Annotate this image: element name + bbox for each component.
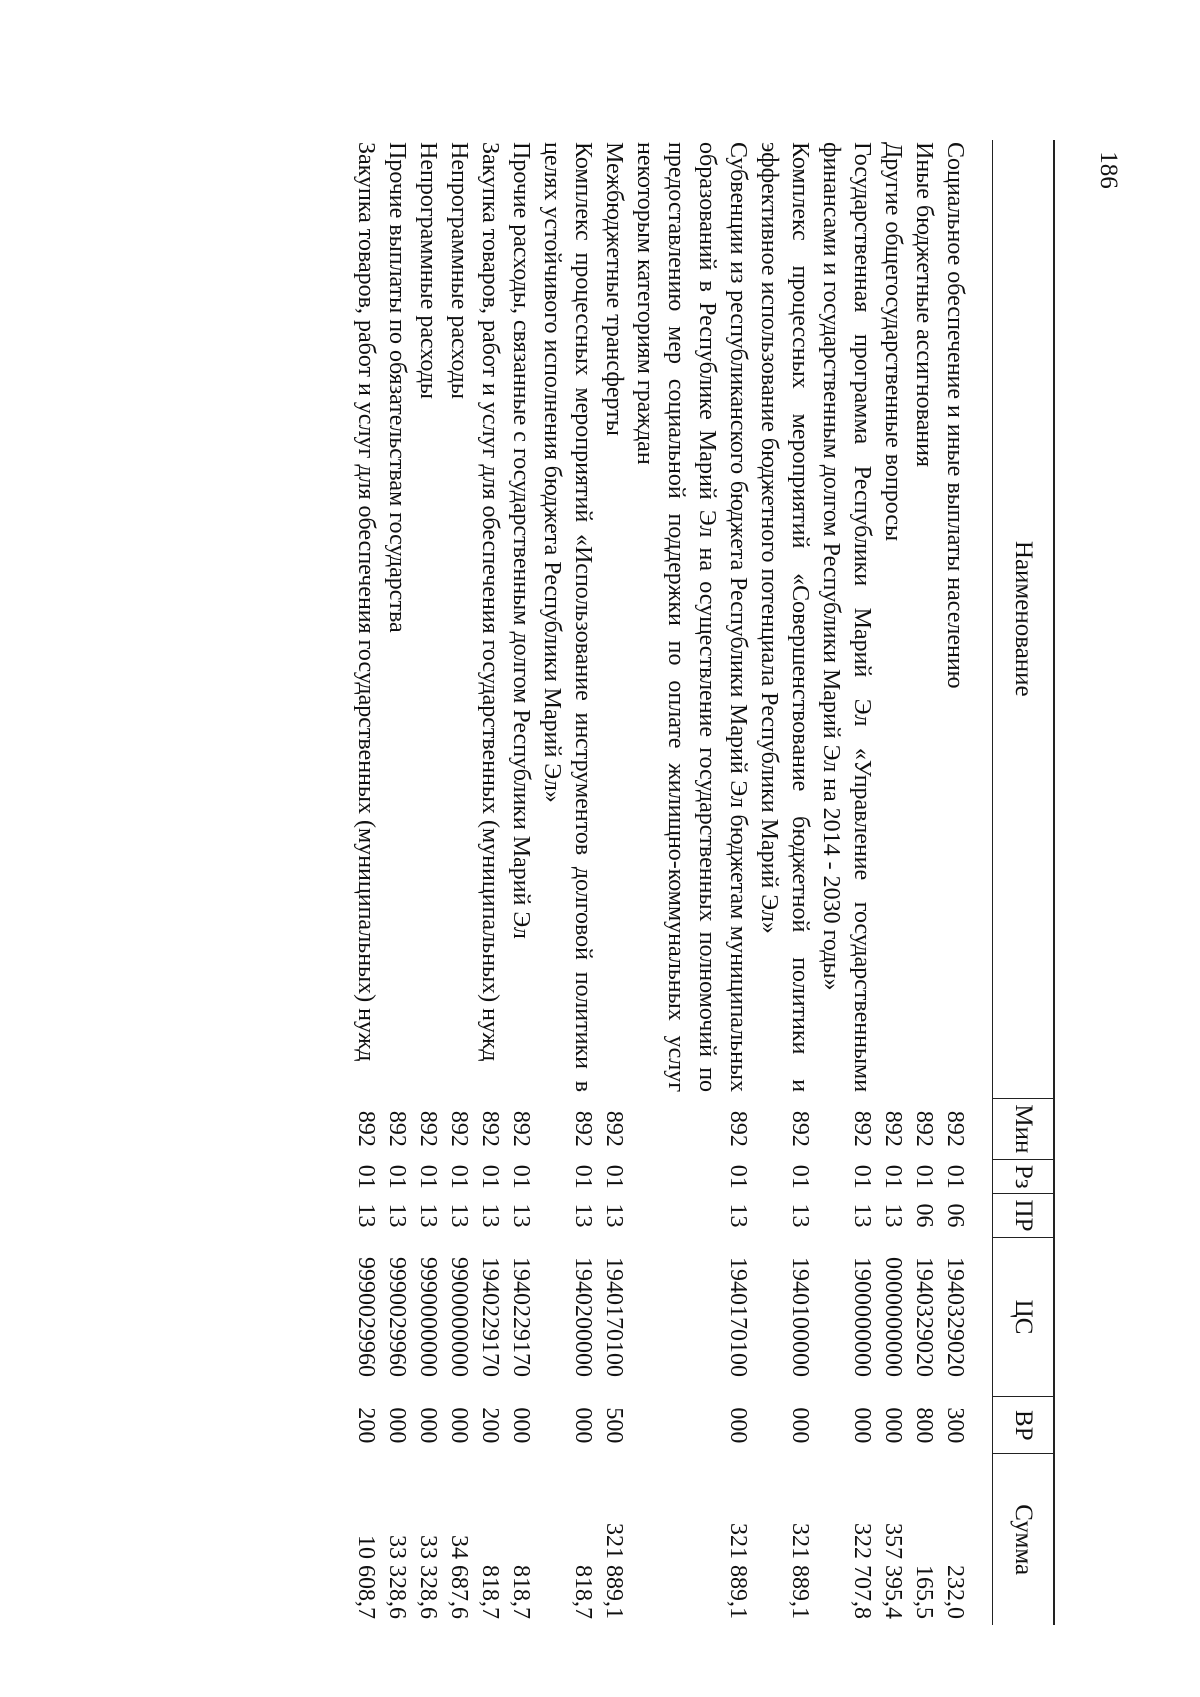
row-cs: 0000000000 [880,1257,906,1377]
row-min: 892 [508,1110,534,1147]
row-sum: 165,5 [911,1565,937,1619]
row-cs: 1940170100 [601,1257,627,1377]
row-cs: 1940329020 [942,1257,968,1377]
row-rz: 01 [508,1164,534,1189]
row-min: 892 [415,1110,441,1147]
row-vr: 200 [353,1407,379,1444]
header-min: Мин [993,1098,1055,1160]
table-row [443,140,474,1625]
row-vr: 500 [601,1407,627,1444]
row-min: 892 [849,1110,875,1147]
row-rz: 01 [911,1164,937,1189]
row-min: 892 [911,1110,937,1147]
row-sum: 33 328,6 [384,1535,410,1619]
row-rz: 01 [415,1164,441,1189]
row-cs: 1940229170 [477,1257,503,1377]
row-name: Государственная программа Республики Марий Эл «Управление государственными финансами и государственным долгом Республики Марий Эл на 2014 - 2030 годы» [818,142,875,1093]
row-vr: 000 [849,1407,875,1444]
row-name: Другие общегосударственные вопросы [880,142,906,542]
header-sum: Сумма [993,1454,1055,1625]
row-pr: 13 [415,1203,441,1228]
row-vr: 000 [508,1407,534,1444]
row-pr: 13 [384,1203,410,1228]
row-pr: 13 [508,1203,534,1228]
row-min: 892 [942,1110,968,1147]
row-sum: 818,7 [570,1565,596,1619]
row-name: Закупка товаров, работ и услуг для обеспечения государственных (муниципальных) нужд [477,142,503,1062]
table-row [939,140,993,1625]
row-rz: 01 [570,1164,596,1189]
row-sum: 357 395,4 [880,1523,906,1619]
row-name: Закупка товаров, работ и услуг для обеспечения государственных (муниципальных) нужд [353,142,379,1062]
row-min: 892 [725,1110,751,1147]
row-rz: 01 [725,1164,751,1189]
row-cs: 9990000000 [415,1257,441,1377]
table-row [474,140,505,1625]
row-pr: 13 [477,1203,503,1228]
row-cs: 1940100000 [787,1257,813,1377]
row-vr: 000 [446,1407,472,1444]
row-vr: 000 [384,1407,410,1444]
page-number: 186 [1095,151,1122,189]
row-vr: 000 [880,1407,906,1444]
row-rz: 01 [849,1164,875,1189]
table-row [598,140,629,1625]
table-row [350,140,381,1625]
table-row [877,140,908,1625]
row-pr: 13 [353,1203,379,1228]
row-sum: 10 608,7 [353,1535,379,1619]
header-vr: ВР [993,1397,1055,1454]
row-pr: 13 [849,1203,875,1228]
table-row [908,140,939,1625]
row-rz: 01 [880,1164,906,1189]
header-rz: Рз [993,1160,1055,1194]
row-vr: 000 [415,1407,441,1444]
table-row [412,140,443,1625]
table-row [536,140,598,1625]
row-min: 892 [570,1110,596,1147]
row-name: Межбюджетные трансферты [601,142,627,436]
row-name: Комплекс процессных мероприятий «Совершенствование бюджетной политики и эффективное использование бюджетного потенциала Республики Марий Эл» [756,142,813,1093]
row-pr: 06 [911,1203,937,1228]
row-rz: 01 [446,1164,472,1189]
row-cs: 9900000000 [446,1257,472,1377]
row-pr: 13 [787,1203,813,1228]
row-pr: 13 [725,1203,751,1228]
row-rz: 01 [601,1164,627,1189]
row-pr: 13 [570,1203,596,1228]
budget-table [350,140,1055,1625]
rotated-budget-table-container [155,140,1055,1640]
row-name: Непрограммные расходы [415,142,441,400]
row-pr: 13 [601,1203,627,1228]
row-name: Субвенции из республиканского бюджета Республики Марий Эл бюджетам муниципальных образований в Республике Марий Эл на осуществление государственных полномочий по предоставлению мер социальной поддержки по оплате жилищно-коммунальных услуг некоторым категориям граждан [632,142,751,1093]
row-cs: 1940229170 [508,1257,534,1377]
table-body [350,140,993,1625]
row-vr: 000 [725,1407,751,1444]
row-name: Иные бюджетные ассигнования [911,142,937,467]
row-name: Непрограммные расходы [446,142,472,400]
row-vr: 200 [477,1407,503,1444]
row-pr: 06 [942,1203,968,1228]
row-pr: 13 [880,1203,906,1228]
row-cs: 1940329020 [911,1257,937,1377]
row-rz: 01 [477,1164,503,1189]
row-cs: 1940170100 [725,1257,751,1377]
row-sum: 321 889,1 [601,1523,627,1619]
row-sum: 322 707,8 [849,1523,875,1619]
table-header-row [993,140,1055,1625]
row-sum: 321 889,1 [787,1523,813,1619]
row-rz: 01 [353,1164,379,1189]
row-rz: 01 [787,1164,813,1189]
row-sum: 321 889,1 [725,1523,751,1619]
row-rz: 01 [942,1164,968,1189]
row-min: 892 [353,1110,379,1147]
row-sum: 232,0 [942,1565,968,1619]
row-min: 892 [477,1110,503,1147]
row-cs: 9990029960 [384,1257,410,1377]
row-cs: 9990029960 [353,1257,379,1377]
table-row [753,140,815,1625]
row-name: Прочие выплаты по обязательствам государства [384,142,410,633]
row-sum: 33 328,6 [415,1535,441,1619]
row-name: Социальное обеспечение и иные выплаты населению [942,142,968,689]
row-min: 892 [787,1110,813,1147]
row-sum: 34 687,6 [446,1535,472,1619]
row-vr: 000 [570,1407,596,1444]
table-row [381,140,412,1625]
header-pr: ПР [993,1194,1055,1237]
table-row [629,140,753,1625]
row-min: 892 [384,1110,410,1147]
row-cs: 1940200000 [570,1257,596,1377]
row-pr: 13 [446,1203,472,1228]
table-row [815,140,877,1625]
row-min: 892 [446,1110,472,1147]
row-min: 892 [880,1110,906,1147]
row-sum: 818,7 [477,1565,503,1619]
row-vr: 800 [911,1407,937,1444]
row-min: 892 [601,1110,627,1147]
row-vr: 300 [942,1407,968,1444]
header-name: Наименование [993,140,1055,1098]
table-row [505,140,536,1625]
row-vr: 000 [787,1407,813,1444]
row-cs: 1900000000 [849,1257,875,1377]
header-cs: ЦС [993,1237,1055,1397]
row-sum: 818,7 [508,1565,534,1619]
row-name: Прочие расходы, связанные с государственным долгом Республики Марий Эл [508,142,534,939]
row-rz: 01 [384,1164,410,1189]
row-name: Комплекс процессных мероприятий «Использование инструментов долговой политики в целях устойчивого исполнения бюджета Республики Марий Эл» [539,142,596,1093]
